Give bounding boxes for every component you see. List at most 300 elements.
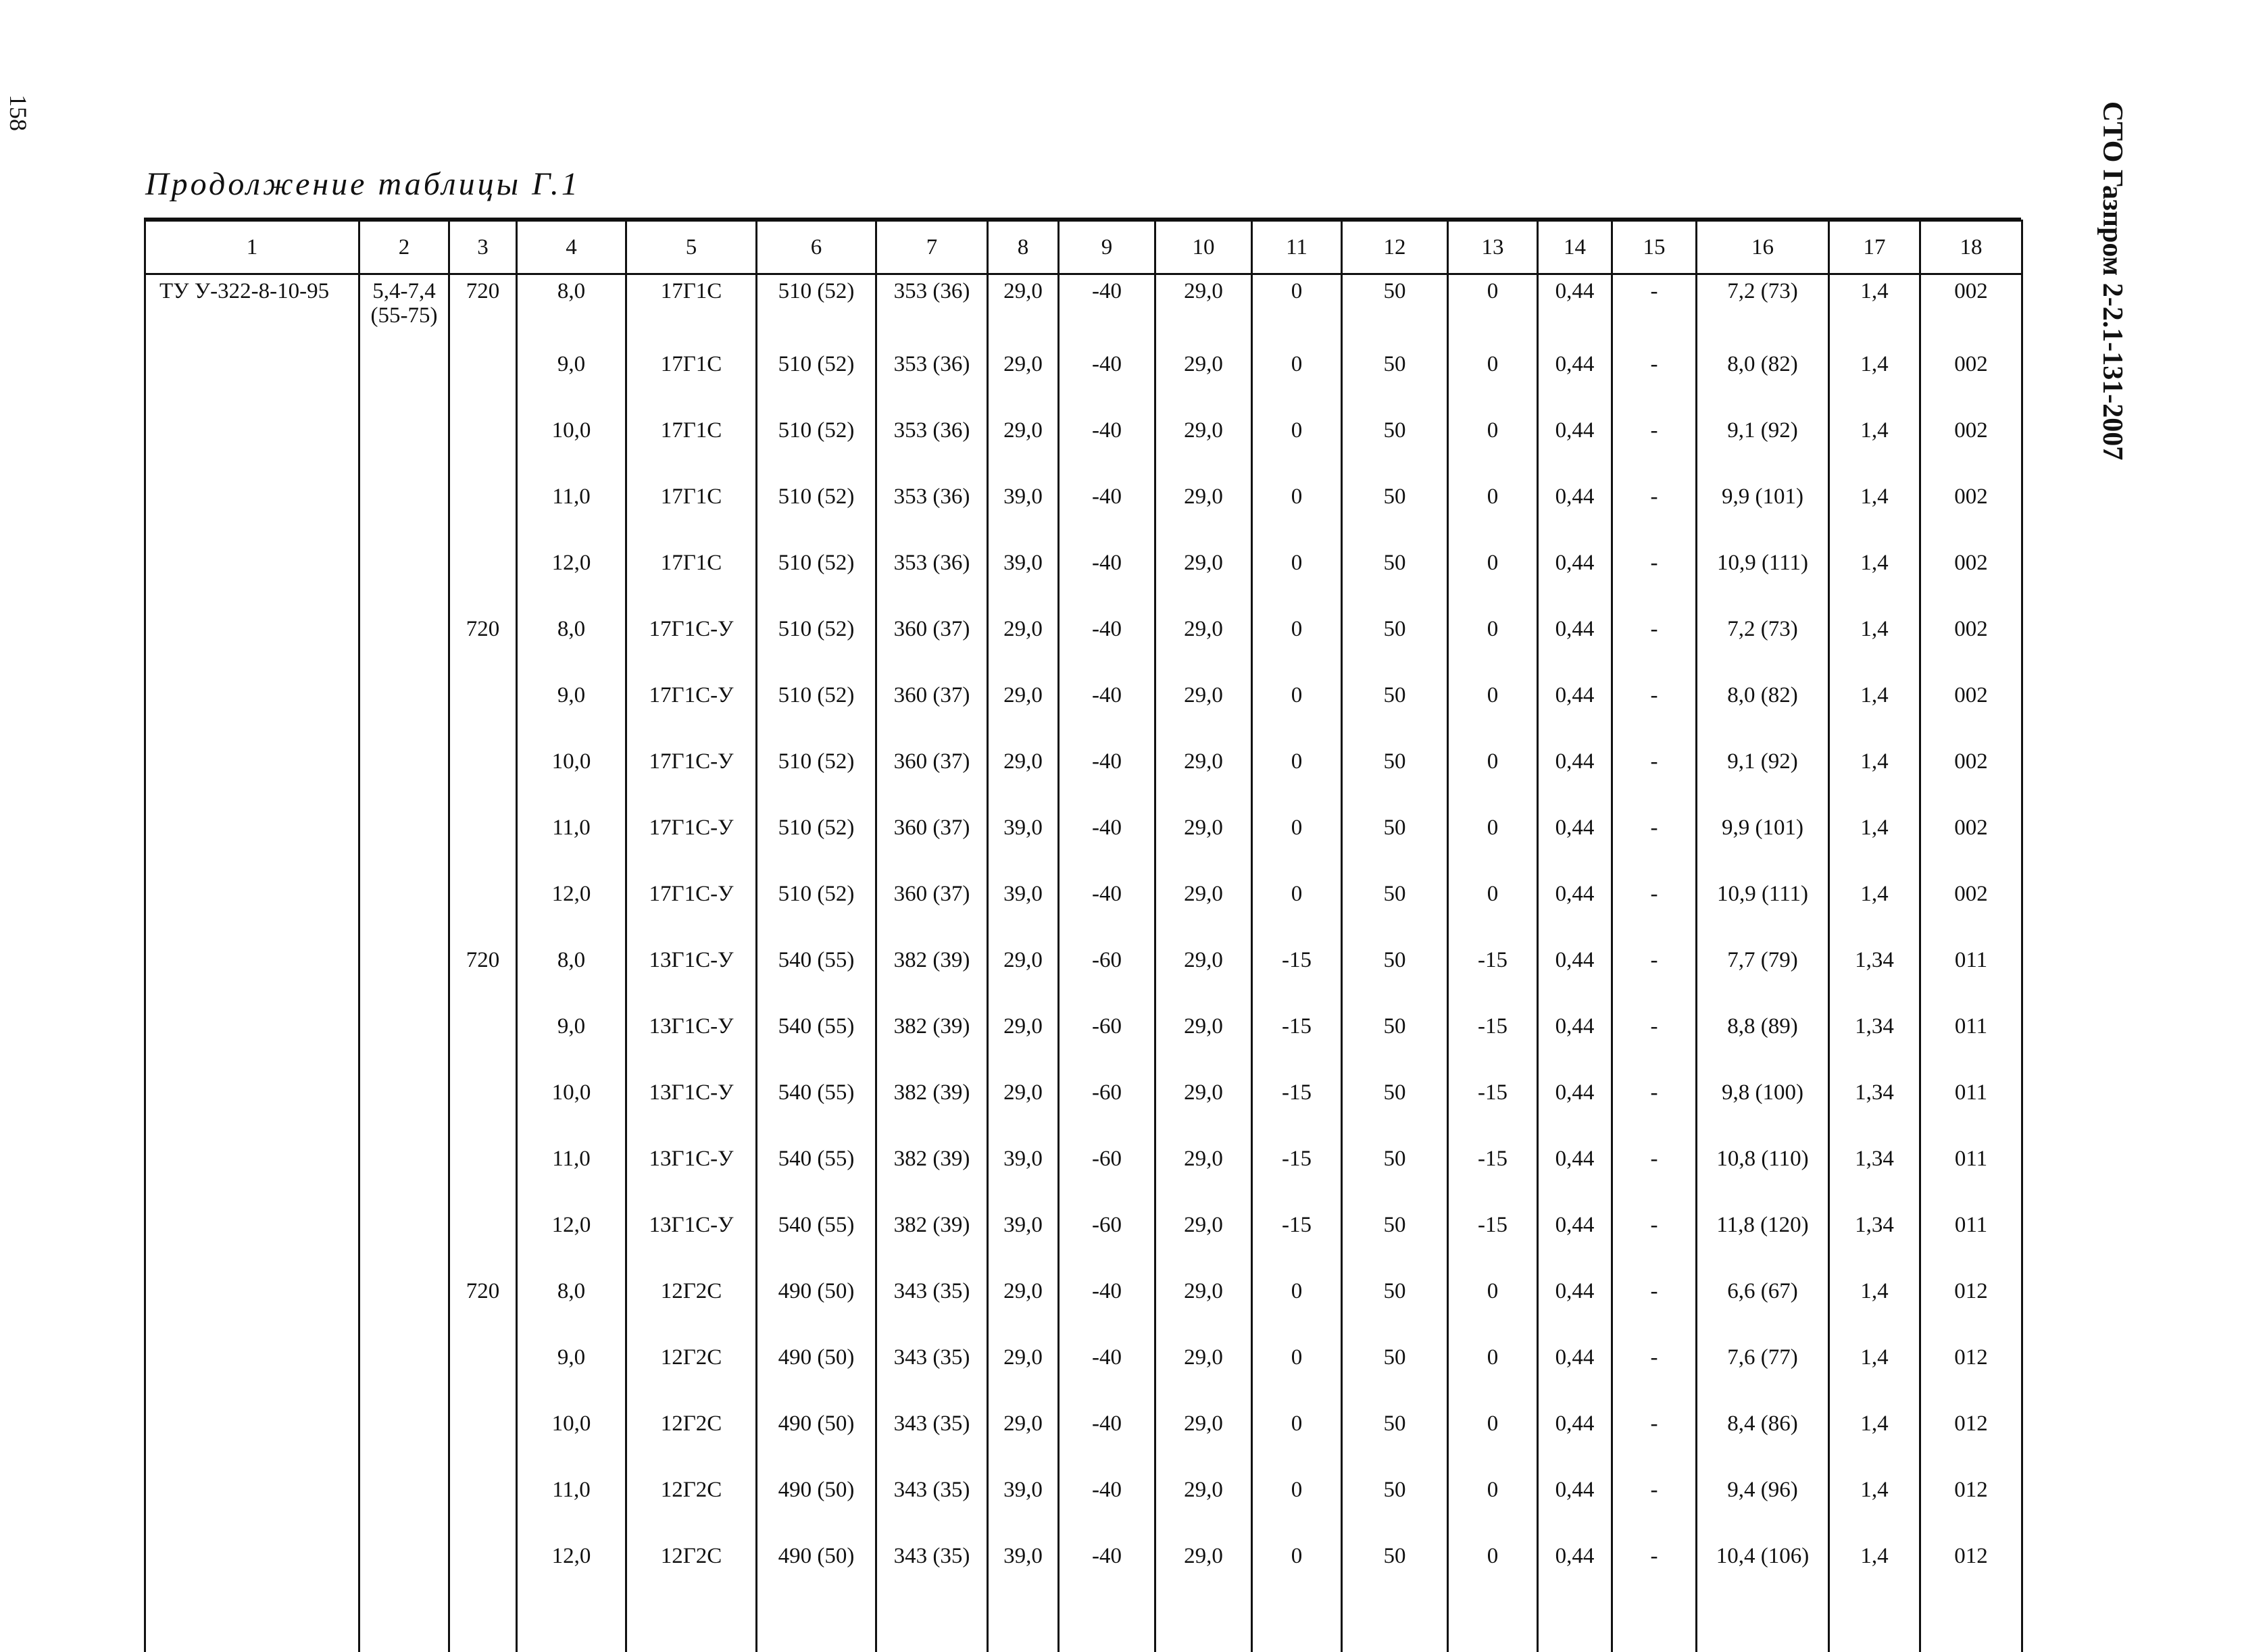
table-cell-col-6: 510 (52) xyxy=(757,671,876,737)
table-filler-cell xyxy=(1697,1598,1829,1652)
table-cell-col-15: - xyxy=(1612,1399,1697,1466)
table-cell-col-14: 0,44 xyxy=(1538,1134,1612,1201)
table-cell-col-4: 12,0 xyxy=(517,870,626,936)
table-cell-col-7: 343 (35) xyxy=(876,1466,988,1532)
table-cell-col-11: 0 xyxy=(1252,1466,1342,1532)
table-cell-col-5: 17Г1С-У xyxy=(626,671,757,737)
table-cell-col-12: 50 xyxy=(1342,1532,1448,1598)
table-cell-col-11: 0 xyxy=(1252,1333,1342,1399)
table-cell-col-14: 0,44 xyxy=(1538,1201,1612,1267)
column-header-13: 13 xyxy=(1448,221,1538,274)
table-cell-col-10: 29,0 xyxy=(1155,1399,1252,1466)
table-cell-col-1 xyxy=(145,1333,359,1399)
table-cell-col-8: 39,0 xyxy=(988,803,1059,870)
table-cell-col-14: 0,44 xyxy=(1538,1532,1612,1598)
table-cell-col-3 xyxy=(449,870,517,936)
table-cell-col-1 xyxy=(145,1134,359,1201)
table-cell-col-2 xyxy=(359,1532,449,1598)
table-cell-col-14: 0,44 xyxy=(1538,539,1612,605)
table-filler-cell xyxy=(359,1598,449,1652)
table-container xyxy=(144,218,2021,1399)
table-cell-col-11: -15 xyxy=(1252,1068,1342,1134)
column-header-1: 1 xyxy=(145,221,359,274)
table-cell-col-15: - xyxy=(1612,340,1697,406)
table-cell-col-2 xyxy=(359,406,449,472)
table-cell-col-3: 720 xyxy=(449,936,517,1002)
table-cell-col-8: 29,0 xyxy=(988,1002,1059,1068)
table-cell-col-13: 0 xyxy=(1448,1267,1538,1333)
table-cell-col-18: 002 xyxy=(1920,340,2022,406)
table-cell-col-13: 0 xyxy=(1448,340,1538,406)
table-cell-col-4: 9,0 xyxy=(517,340,626,406)
table-cell-col-11: -15 xyxy=(1252,1201,1342,1267)
table-cell-col-10: 29,0 xyxy=(1155,1333,1252,1399)
table-cell-col-7: 353 (36) xyxy=(876,274,988,341)
table-cell-col-5: 17Г1С-У xyxy=(626,870,757,936)
header-row xyxy=(145,221,2022,274)
table-row xyxy=(145,1466,2022,1532)
table-cell-col-12: 50 xyxy=(1342,1134,1448,1201)
table-cell-col-7: 353 (36) xyxy=(876,406,988,472)
table-cell-col-7: 360 (37) xyxy=(876,803,988,870)
table-body xyxy=(145,274,2022,1652)
table-cell-col-17: 1,4 xyxy=(1829,737,1920,803)
table-cell-col-7: 353 (36) xyxy=(876,472,988,539)
table-cell-col-10: 29,0 xyxy=(1155,737,1252,803)
table-cell-col-13: -15 xyxy=(1448,936,1538,1002)
table-cell-col-14: 0,44 xyxy=(1538,340,1612,406)
table-cell-col-14: 0,44 xyxy=(1538,274,1612,341)
table-cell-col-18: 012 xyxy=(1920,1466,2022,1532)
table-cell-col-13: 0 xyxy=(1448,803,1538,870)
table-cell-col-17: 1,4 xyxy=(1829,539,1920,605)
table-cell-col-15: - xyxy=(1612,936,1697,1002)
table-cell-col-5: 17Г1С xyxy=(626,340,757,406)
table-cell-col-15: - xyxy=(1612,870,1697,936)
table-cell-col-18: 002 xyxy=(1920,803,2022,870)
table-cell-col-15: - xyxy=(1612,1532,1697,1598)
table-cell-col-13: 0 xyxy=(1448,671,1538,737)
table-cell-col-17: 1,34 xyxy=(1829,1002,1920,1068)
table-cell-col-4: 11,0 xyxy=(517,472,626,539)
table-cell-col-7: 343 (35) xyxy=(876,1399,988,1466)
table-cell-col-6: 540 (55) xyxy=(757,1201,876,1267)
table-cell-col-1 xyxy=(145,870,359,936)
table-cell-col-17: 1,4 xyxy=(1829,472,1920,539)
table-cell-col-13: 0 xyxy=(1448,737,1538,803)
table-cell-col-10: 29,0 xyxy=(1155,1267,1252,1333)
table-cell-col-3: 720 xyxy=(449,274,517,341)
table-cell-col-12: 50 xyxy=(1342,274,1448,341)
table-cell-col-15: - xyxy=(1612,671,1697,737)
table-cell-col-15: - xyxy=(1612,803,1697,870)
table-cell-col-3 xyxy=(449,1002,517,1068)
table-filler-cell xyxy=(449,1598,517,1652)
table-cell-col-16: 7,6 (77) xyxy=(1697,1333,1829,1399)
table-cell-col-6: 490 (50) xyxy=(757,1267,876,1333)
table-filler-cell xyxy=(988,1598,1059,1652)
table-cell-col-7: 353 (36) xyxy=(876,340,988,406)
table-filler-cell xyxy=(1059,1598,1155,1652)
table-cell-col-15: - xyxy=(1612,1068,1697,1134)
table-cell-col-12: 50 xyxy=(1342,472,1448,539)
table-cell-col-18: 002 xyxy=(1920,406,2022,472)
table-cell-col-6: 540 (55) xyxy=(757,936,876,1002)
table-cell-col-7: 353 (36) xyxy=(876,539,988,605)
table-cell-col-5: 17Г1С xyxy=(626,406,757,472)
table-cell-col-2 xyxy=(359,1068,449,1134)
table-filler-cell xyxy=(1252,1598,1342,1652)
data-table xyxy=(144,220,2023,1652)
table-cell-col-2 xyxy=(359,340,449,406)
table-cell-col-5: 13Г1С-У xyxy=(626,1201,757,1267)
table-cell-col-9: -40 xyxy=(1059,870,1155,936)
table-cell-col-2: 5,4-7,4 (55-75) xyxy=(359,274,449,341)
table-cell-col-13: 0 xyxy=(1448,1333,1538,1399)
table-cell-col-8: 29,0 xyxy=(988,1267,1059,1333)
table-row xyxy=(145,1002,2022,1068)
table-cell-col-1 xyxy=(145,936,359,1002)
table-cell-col-2 xyxy=(359,472,449,539)
table-cell-col-2 xyxy=(359,1134,449,1201)
table-cell-col-5: 12Г2С xyxy=(626,1532,757,1598)
table-cell-col-17: 1,4 xyxy=(1829,1399,1920,1466)
column-header-11: 11 xyxy=(1252,221,1342,274)
table-cell-col-13: 0 xyxy=(1448,605,1538,671)
table-filler-cell xyxy=(1538,1598,1612,1652)
table-cell-col-4: 10,0 xyxy=(517,406,626,472)
table-cell-col-12: 50 xyxy=(1342,1399,1448,1466)
table-cell-col-10: 29,0 xyxy=(1155,605,1252,671)
table-cell-col-12: 50 xyxy=(1342,539,1448,605)
table-cell-col-18: 011 xyxy=(1920,1134,2022,1201)
table-row xyxy=(145,274,2022,341)
table-cell-col-13: 0 xyxy=(1448,406,1538,472)
table-cell-col-5: 17Г1С xyxy=(626,274,757,341)
table-cell-col-1 xyxy=(145,1002,359,1068)
table-cell-col-1 xyxy=(145,1068,359,1134)
table-cell-col-13: -15 xyxy=(1448,1134,1538,1201)
table-cell-col-11: 0 xyxy=(1252,406,1342,472)
table-cell-col-15: - xyxy=(1612,1201,1697,1267)
table-cell-col-7: 343 (35) xyxy=(876,1333,988,1399)
table-cell-col-10: 29,0 xyxy=(1155,1532,1252,1598)
table-cell-col-5: 13Г1С-У xyxy=(626,936,757,1002)
table-cell-col-17: 1,4 xyxy=(1829,605,1920,671)
table-row xyxy=(145,671,2022,737)
table-cell-col-9: -60 xyxy=(1059,1134,1155,1201)
table-cell-col-15: - xyxy=(1612,406,1697,472)
table-cell-col-14: 0,44 xyxy=(1538,1399,1612,1466)
table-row xyxy=(145,870,2022,936)
table-cell-col-6: 510 (52) xyxy=(757,605,876,671)
table-cell-col-7: 360 (37) xyxy=(876,605,988,671)
table-cell-col-1 xyxy=(145,340,359,406)
table-cell-col-4: 8,0 xyxy=(517,274,626,341)
table-row xyxy=(145,1532,2022,1598)
table-cell-col-1 xyxy=(145,605,359,671)
table-cell-col-17: 1,4 xyxy=(1829,1466,1920,1532)
table-cell-col-4: 8,0 xyxy=(517,1267,626,1333)
table-row xyxy=(145,1267,2022,1333)
table-cell-col-1 xyxy=(145,737,359,803)
table-cell-col-11: 0 xyxy=(1252,274,1342,341)
table-cell-col-9: -40 xyxy=(1059,274,1155,341)
table-cell-col-8: 39,0 xyxy=(988,1466,1059,1532)
table-cell-col-14: 0,44 xyxy=(1538,803,1612,870)
table-cell-col-13: -15 xyxy=(1448,1068,1538,1134)
table-row xyxy=(145,539,2022,605)
table-cell-col-1 xyxy=(145,472,359,539)
table-cell-col-2 xyxy=(359,936,449,1002)
table-filler-cell xyxy=(1342,1598,1448,1652)
table-cell-col-10: 29,0 xyxy=(1155,340,1252,406)
table-filler-cell xyxy=(1448,1598,1538,1652)
table-row xyxy=(145,472,2022,539)
table-cell-col-1 xyxy=(145,406,359,472)
table-cell-col-2 xyxy=(359,737,449,803)
table-cell-col-16: 9,8 (100) xyxy=(1697,1068,1829,1134)
table-cell-col-15: - xyxy=(1612,1267,1697,1333)
table-cell-col-16: 9,9 (101) xyxy=(1697,472,1829,539)
table-cell-col-7: 382 (39) xyxy=(876,1002,988,1068)
table-cell-col-9: -40 xyxy=(1059,737,1155,803)
table-cell-col-12: 50 xyxy=(1342,406,1448,472)
table-cell-col-14: 0,44 xyxy=(1538,671,1612,737)
document-code: СТО Газпром 2-2.1-131-2007 xyxy=(2096,101,2128,460)
table-cell-col-10: 29,0 xyxy=(1155,1466,1252,1532)
table-cell-col-7: 360 (37) xyxy=(876,737,988,803)
table-cell-col-18: 002 xyxy=(1920,472,2022,539)
table-cell-col-12: 50 xyxy=(1342,1267,1448,1333)
column-header-3: 3 xyxy=(449,221,517,274)
table-cell-col-4: 10,0 xyxy=(517,737,626,803)
table-cell-col-4: 8,0 xyxy=(517,936,626,1002)
table-cell-col-4: 11,0 xyxy=(517,1134,626,1201)
table-cell-col-2 xyxy=(359,605,449,671)
table-cell-col-2 xyxy=(359,1002,449,1068)
table-cell-col-6: 510 (52) xyxy=(757,803,876,870)
table-cell-col-11: 0 xyxy=(1252,539,1342,605)
table-cell-col-16: 9,9 (101) xyxy=(1697,803,1829,870)
table-cell-col-1 xyxy=(145,1201,359,1267)
table-cell-col-9: -40 xyxy=(1059,340,1155,406)
table-cell-col-9: -60 xyxy=(1059,936,1155,1002)
table-cell-col-9: -40 xyxy=(1059,803,1155,870)
table-cell-col-18: 002 xyxy=(1920,539,2022,605)
table-cell-col-8: 29,0 xyxy=(988,1068,1059,1134)
table-cell-col-5: 17Г1С xyxy=(626,539,757,605)
table-cell-col-13: 0 xyxy=(1448,1466,1538,1532)
table-cell-col-1 xyxy=(145,1267,359,1333)
table-cell-col-5: 13Г1С-У xyxy=(626,1068,757,1134)
table-cell-col-5: 12Г2С xyxy=(626,1466,757,1532)
table-cell-col-6: 510 (52) xyxy=(757,472,876,539)
table-filler-cell xyxy=(145,1598,359,1652)
table-cell-col-10: 29,0 xyxy=(1155,1002,1252,1068)
table-cell-col-8: 39,0 xyxy=(988,1134,1059,1201)
table-cell-col-16: 9,1 (92) xyxy=(1697,737,1829,803)
table-cell-col-16: 9,4 (96) xyxy=(1697,1466,1829,1532)
table-cell-col-18: 012 xyxy=(1920,1333,2022,1399)
table-cell-col-10: 29,0 xyxy=(1155,671,1252,737)
table-cell-col-6: 540 (55) xyxy=(757,1002,876,1068)
table-cell-col-15: - xyxy=(1612,1333,1697,1399)
table-cell-col-2 xyxy=(359,1466,449,1532)
table-cell-col-5: 12Г2С xyxy=(626,1333,757,1399)
table-cell-col-18: 011 xyxy=(1920,936,2022,1002)
table-cell-col-6: 540 (55) xyxy=(757,1068,876,1134)
table-cell-col-3 xyxy=(449,1399,517,1466)
column-header-14: 14 xyxy=(1538,221,1612,274)
table-cell-col-14: 0,44 xyxy=(1538,737,1612,803)
table-cell-col-18: 011 xyxy=(1920,1068,2022,1134)
table-cell-col-9: -60 xyxy=(1059,1002,1155,1068)
table-cell-col-16: 7,7 (79) xyxy=(1697,936,1829,1002)
table-cell-col-10: 29,0 xyxy=(1155,803,1252,870)
column-header-16: 16 xyxy=(1697,221,1829,274)
table-cell-col-16: 7,2 (73) xyxy=(1697,274,1829,341)
table-cell-col-2 xyxy=(359,803,449,870)
table-cell-col-6: 510 (52) xyxy=(757,274,876,341)
table-cell-col-11: -15 xyxy=(1252,1002,1342,1068)
table-cell-col-7: 382 (39) xyxy=(876,1134,988,1201)
table-cell-col-1: ТУ У-322-8-10-95 xyxy=(145,274,359,341)
table-cell-col-9: -40 xyxy=(1059,539,1155,605)
table-cell-col-16: 8,0 (82) xyxy=(1697,340,1829,406)
table-cell-col-17: 1,34 xyxy=(1829,936,1920,1002)
table-cell-col-17: 1,4 xyxy=(1829,870,1920,936)
table-filler-cell xyxy=(1612,1598,1697,1652)
table-cell-col-17: 1,4 xyxy=(1829,274,1920,341)
table-cell-col-3: 720 xyxy=(449,1267,517,1333)
table-cell-col-8: 29,0 xyxy=(988,1399,1059,1466)
table-cell-col-9: -40 xyxy=(1059,406,1155,472)
table-cell-col-4: 12,0 xyxy=(517,1201,626,1267)
table-cell-col-10: 29,0 xyxy=(1155,406,1252,472)
table-cell-col-14: 0,44 xyxy=(1538,1002,1612,1068)
table-cell-col-3 xyxy=(449,1134,517,1201)
table-cell-col-16: 8,8 (89) xyxy=(1697,1002,1829,1068)
table-cell-col-3 xyxy=(449,406,517,472)
table-cell-col-3: 720 xyxy=(449,605,517,671)
table-cell-col-12: 50 xyxy=(1342,737,1448,803)
column-header-9: 9 xyxy=(1059,221,1155,274)
table-cell-col-3 xyxy=(449,340,517,406)
table-cell-col-9: -40 xyxy=(1059,1267,1155,1333)
table-cell-col-13: -15 xyxy=(1448,1002,1538,1068)
table-cell-col-1 xyxy=(145,1532,359,1598)
table-cell-col-14: 0,44 xyxy=(1538,870,1612,936)
table-cell-col-12: 50 xyxy=(1342,1002,1448,1068)
column-header-2: 2 xyxy=(359,221,449,274)
column-header-7: 7 xyxy=(876,221,988,274)
table-cell-col-12: 50 xyxy=(1342,1068,1448,1134)
table-cell-col-18: 002 xyxy=(1920,870,2022,936)
column-header-8: 8 xyxy=(988,221,1059,274)
table-cell-col-16: 10,9 (111) xyxy=(1697,539,1829,605)
table-cell-col-5: 13Г1С-У xyxy=(626,1002,757,1068)
table-cell-col-5: 17Г1С-У xyxy=(626,803,757,870)
table-row xyxy=(145,406,2022,472)
table-filler-cell xyxy=(626,1598,757,1652)
table-filler-cell xyxy=(1155,1598,1252,1652)
table-cell-col-10: 29,0 xyxy=(1155,870,1252,936)
table-cell-col-9: -40 xyxy=(1059,605,1155,671)
table-cell-col-11: 0 xyxy=(1252,1532,1342,1598)
table-cell-col-17: 1,4 xyxy=(1829,803,1920,870)
table-cell-col-7: 382 (39) xyxy=(876,936,988,1002)
table-cell-col-4: 9,0 xyxy=(517,1002,626,1068)
table-cell-col-17: 1,34 xyxy=(1829,1068,1920,1134)
table-cell-col-17: 1,34 xyxy=(1829,1134,1920,1201)
table-cell-col-8: 29,0 xyxy=(988,936,1059,1002)
table-cell-col-2 xyxy=(359,1201,449,1267)
table-cell-col-4: 9,0 xyxy=(517,671,626,737)
table-cell-col-9: -40 xyxy=(1059,1399,1155,1466)
column-header-5: 5 xyxy=(626,221,757,274)
table-cell-col-7: 382 (39) xyxy=(876,1068,988,1134)
table-cell-col-5: 17Г1С-У xyxy=(626,737,757,803)
table-cell-col-13: 0 xyxy=(1448,870,1538,936)
table-cell-col-14: 0,44 xyxy=(1538,1333,1612,1399)
table-cell-col-11: 0 xyxy=(1252,870,1342,936)
table-cell-col-18: 002 xyxy=(1920,274,2022,341)
table-row xyxy=(145,936,2022,1002)
table-cell-col-2 xyxy=(359,539,449,605)
table-cell-col-8: 39,0 xyxy=(988,472,1059,539)
table-cell-col-2 xyxy=(359,1399,449,1466)
table-cell-col-12: 50 xyxy=(1342,671,1448,737)
table-cell-col-15: - xyxy=(1612,737,1697,803)
table-cell-col-4: 12,0 xyxy=(517,539,626,605)
table-cell-col-10: 29,0 xyxy=(1155,1134,1252,1201)
table-cell-col-5: 12Г2С xyxy=(626,1267,757,1333)
table-cell-col-1 xyxy=(145,803,359,870)
table-cell-col-13: 0 xyxy=(1448,1532,1538,1598)
table-filler-cell xyxy=(1920,1598,2022,1652)
column-header-6: 6 xyxy=(757,221,876,274)
table-cell-col-2 xyxy=(359,1333,449,1399)
table-cell-col-6: 490 (50) xyxy=(757,1466,876,1532)
table-cell-col-17: 1,4 xyxy=(1829,1267,1920,1333)
table-cell-col-10: 29,0 xyxy=(1155,1201,1252,1267)
table-cell-col-1 xyxy=(145,1399,359,1466)
column-header-18: 18 xyxy=(1920,221,2022,274)
table-cell-col-10: 29,0 xyxy=(1155,539,1252,605)
table-cell-col-8: 29,0 xyxy=(988,340,1059,406)
table-cell-col-16: 7,2 (73) xyxy=(1697,605,1829,671)
table-cell-col-18: 011 xyxy=(1920,1002,2022,1068)
table-cell-col-7: 382 (39) xyxy=(876,1201,988,1267)
table-cell-col-9: -40 xyxy=(1059,472,1155,539)
table-cell-col-10: 29,0 xyxy=(1155,472,1252,539)
table-cell-col-9: -60 xyxy=(1059,1068,1155,1134)
table-cell-col-14: 0,44 xyxy=(1538,1267,1612,1333)
table-cell-col-13: 0 xyxy=(1448,274,1538,341)
table-cell-col-8: 39,0 xyxy=(988,1532,1059,1598)
table-filler-cell xyxy=(1829,1598,1920,1652)
table-cell-col-9: -40 xyxy=(1059,1333,1155,1399)
table-cell-col-6: 490 (50) xyxy=(757,1333,876,1399)
table-cell-col-16: 8,4 (86) xyxy=(1697,1399,1829,1466)
table-cell-col-12: 50 xyxy=(1342,605,1448,671)
table-cell-col-17: 1,34 xyxy=(1829,1201,1920,1267)
table-cell-col-9: -40 xyxy=(1059,1466,1155,1532)
table-cell-col-4: 10,0 xyxy=(517,1399,626,1466)
table-cell-col-17: 1,4 xyxy=(1829,1532,1920,1598)
table-cell-col-15: - xyxy=(1612,274,1697,341)
